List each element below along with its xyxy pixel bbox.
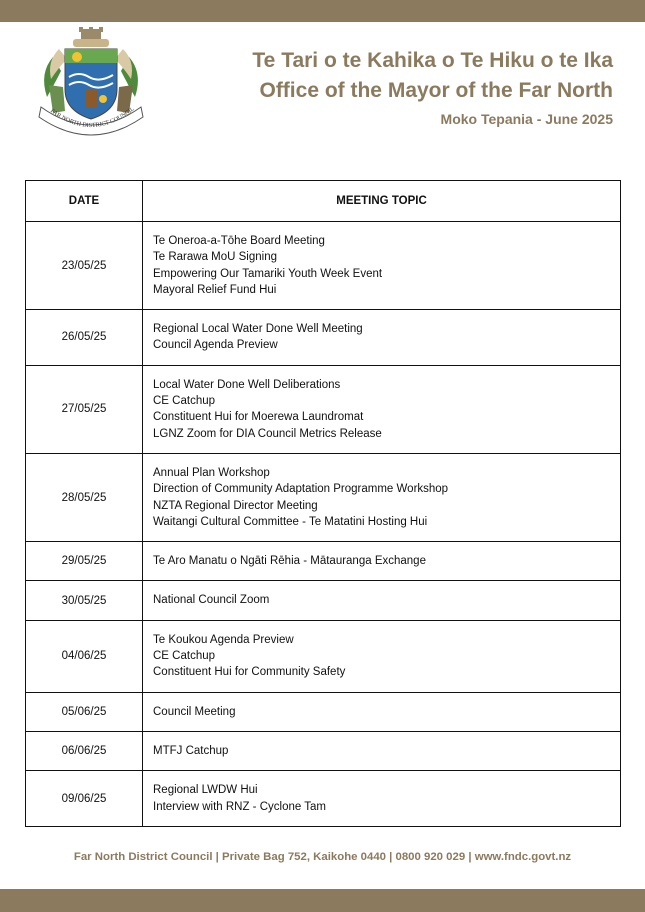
meeting-topic: MTFJ Catchup xyxy=(153,744,229,757)
date-column-header: DATE xyxy=(26,181,143,222)
table-row xyxy=(26,771,621,827)
meeting-topic: Regional Local Water Done Well Meeting xyxy=(153,323,363,336)
title-maori: Te Tari o te Kahika o Te Hiku o te Ika xyxy=(252,49,613,72)
top-decorative-bar xyxy=(0,0,645,22)
subtitle-mayor-month: Moko Tepania - June 2025 xyxy=(440,111,613,127)
meeting-date: 29/05/25 xyxy=(26,542,143,581)
meeting-topic: NZTA Regional Director Meeting xyxy=(153,499,318,512)
table-row xyxy=(26,692,621,731)
table-row xyxy=(26,365,621,453)
meeting-date: 06/06/25 xyxy=(26,731,143,770)
meeting-topics xyxy=(143,542,621,581)
council-crest-logo xyxy=(33,27,149,139)
meeting-topics xyxy=(143,453,621,541)
table-row xyxy=(26,581,621,620)
table-body xyxy=(26,222,621,827)
table-row xyxy=(26,542,621,581)
meeting-date: 27/05/25 xyxy=(26,365,143,453)
table-row xyxy=(26,453,621,541)
page-heading xyxy=(252,46,613,130)
meeting-date: 26/05/25 xyxy=(26,310,143,366)
meeting-topics xyxy=(143,731,621,770)
meeting-topic: Empowering Our Tamariki Youth Week Event xyxy=(153,267,383,280)
meeting-topics xyxy=(143,310,621,366)
meeting-topic: Council Meeting xyxy=(153,705,236,718)
table-row xyxy=(26,310,621,366)
footer-contact-line: Far North District Council | Private Bag 752, Kaikohe 0440 | 0800 920 029 | www.fndc.govt.nz xyxy=(73,851,572,863)
meeting-topic: Constituent Hui for Community Safety xyxy=(153,666,346,679)
meeting-topic: Regional LWDW Hui xyxy=(153,784,258,797)
table-row xyxy=(26,222,621,310)
meeting-topic: National Council Zoom xyxy=(153,594,270,607)
meeting-date: 04/06/25 xyxy=(26,620,143,692)
meeting-date: 23/05/25 xyxy=(26,222,143,310)
meeting-topic: Te Rarawa MoU Signing xyxy=(153,251,278,264)
title-english: Office of the Mayor of the Far North xyxy=(259,79,613,102)
meeting-topic: Te Aro Manatu o Ngāti Rēhia - Mātauranga Exchange xyxy=(153,555,426,568)
table-header-row xyxy=(26,181,621,222)
meeting-topic: Council Agenda Preview xyxy=(153,339,278,352)
meeting-topics xyxy=(143,581,621,620)
table-row xyxy=(26,731,621,770)
bottom-decorative-bar xyxy=(0,889,645,912)
meeting-topics xyxy=(143,620,621,692)
crest-ribbon-text: FAR NORTH DISTRICT COUNCIL xyxy=(48,105,136,130)
meeting-date: 28/05/25 xyxy=(26,453,143,541)
meeting-topic: LGNZ Zoom for DIA Council Metrics Release xyxy=(153,427,382,440)
meeting-topics xyxy=(143,365,621,453)
meeting-date: 05/06/25 xyxy=(26,692,143,731)
meeting-topics xyxy=(143,222,621,310)
meeting-topics xyxy=(143,771,621,827)
meeting-date: 09/06/25 xyxy=(26,771,143,827)
meeting-topic: Te Oneroa-a-Tōhe Board Meeting xyxy=(153,235,325,247)
meeting-topic: Local Water Done Well Deliberations xyxy=(153,378,341,391)
meeting-date: 30/05/25 xyxy=(26,581,143,620)
meeting-topic: Interview with RNZ - Cyclone Tam xyxy=(153,800,326,813)
meeting-topic: CE Catchup xyxy=(153,650,216,663)
topic-column-header: MEETING TOPIC xyxy=(143,181,621,222)
meeting-topic: Direction of Community Adaptation Programme Workshop xyxy=(153,483,449,496)
meeting-topic: Mayoral Relief Fund Hui xyxy=(153,283,277,296)
meeting-topics xyxy=(143,692,621,731)
table-row xyxy=(26,620,621,692)
meeting-topic: Waitangi Cultural Committee - Te Matatini Hosting Hui xyxy=(153,515,428,528)
meeting-schedule-table xyxy=(25,180,621,827)
meeting-topic: CE Catchup xyxy=(153,395,216,408)
meeting-topic: Te Koukou Agenda Preview xyxy=(153,633,294,646)
meeting-topic: Annual Plan Workshop xyxy=(153,466,270,479)
meeting-topic: Constituent Hui for Moerewa Laundromat xyxy=(153,411,364,424)
